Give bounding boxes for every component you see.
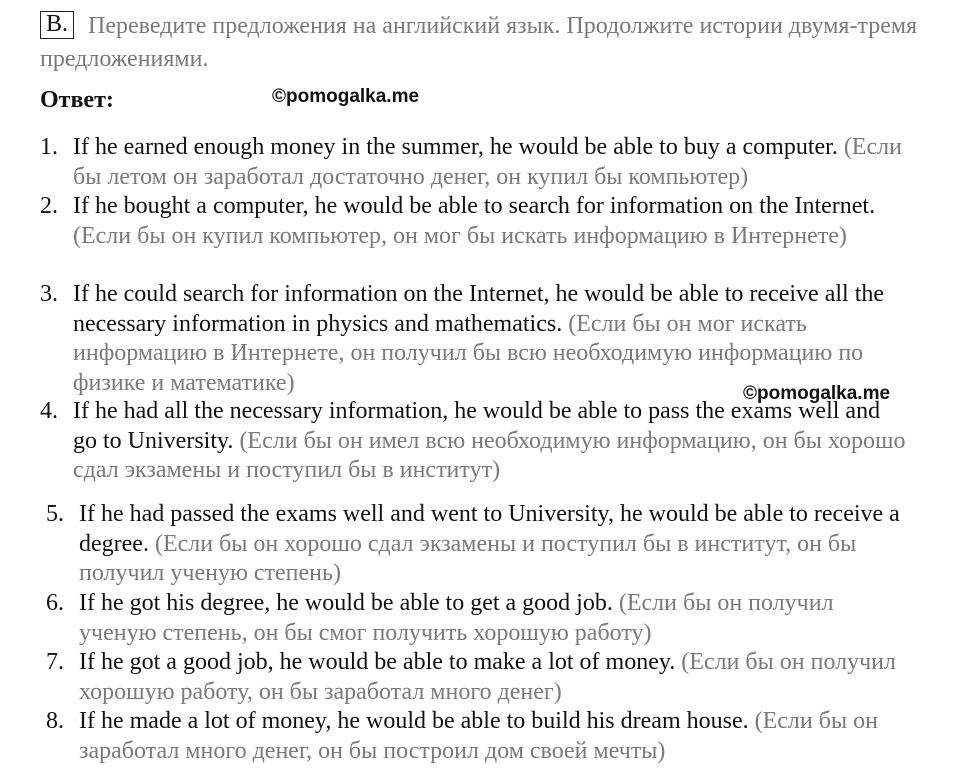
list-item xyxy=(46,589,906,648)
item-number: 8. xyxy=(46,708,64,734)
list-item xyxy=(40,397,910,486)
item-russian: (Если бы он имел всю необходимую информацию, он бы хорошо сдал экзамены и поступил бы в институт) xyxy=(73,427,906,483)
list-item xyxy=(46,707,916,766)
task-instruction: Переведите предложения на английский язык. Продолжите истории двумя-тремя предложениями. xyxy=(40,13,918,72)
item-number: 6. xyxy=(46,590,64,616)
item-russian: (Если бы он купил компьютер, он мог бы искать информацию в Интернете) xyxy=(73,222,847,249)
list-item xyxy=(40,192,890,251)
item-english: If he made a lot of money, he would be able to build his dream house. xyxy=(79,708,749,734)
item-number: 2. xyxy=(40,193,58,219)
item-english: If he could search for information on the Internet, he would be able to receive all the necessary information in physics and mathematics. xyxy=(73,281,885,337)
item-number: 7. xyxy=(46,649,64,675)
item-russian: (Если бы он мог искать информацию в Интернете, он получил бы всю необходимую информацию по физике и математике) xyxy=(73,310,864,396)
item-russian: (Если бы он заработал много денег, он бы построил дом своей мечты) xyxy=(79,708,878,764)
task-letter-box: B. xyxy=(40,11,74,39)
item-english: If he got a good job, he would be able to make a lot of money. xyxy=(79,649,676,675)
item-number: 3. xyxy=(40,281,58,307)
list-item xyxy=(46,648,906,707)
watermark: ©pomogalka.me xyxy=(743,383,891,404)
list-item xyxy=(40,133,910,192)
list-item xyxy=(46,500,906,589)
item-russian: (Если бы он получил хорошую работу, он бы заработал много денег) xyxy=(79,649,896,705)
task-header xyxy=(40,10,920,76)
item-number: 4. xyxy=(40,398,58,424)
item-english: If he had all the necessary information, he would be able to pass the exams well and go to University. xyxy=(73,398,881,454)
item-english: If he had passed the exams well and went to University, he would be able to receive a degree. xyxy=(79,501,900,557)
item-number: 1. xyxy=(40,134,58,160)
item-english: If he got his degree, he would be able to get a good job. xyxy=(79,590,613,616)
item-russian: (Если бы летом он заработал достаточно денег, он купил бы компьютер) xyxy=(73,134,902,190)
list-item xyxy=(40,280,890,398)
item-russian: (Если бы он хорошо сдал экзамены и поступил бы в институт, он бы получил ученую степень) xyxy=(79,530,857,586)
item-english: If he earned enough money in the summer, he would be able to buy a computer. xyxy=(73,134,838,160)
item-russian: (Если бы он получил ученую степень, он бы смог получить хорошую работу) xyxy=(79,590,834,646)
watermark: ©pomogalka.me xyxy=(272,86,420,107)
item-english: If he bought a computer, he would be able to search for information on the Internet. xyxy=(73,193,876,219)
item-number: 5. xyxy=(46,501,64,527)
answer-label: Ответ: xyxy=(40,87,114,113)
